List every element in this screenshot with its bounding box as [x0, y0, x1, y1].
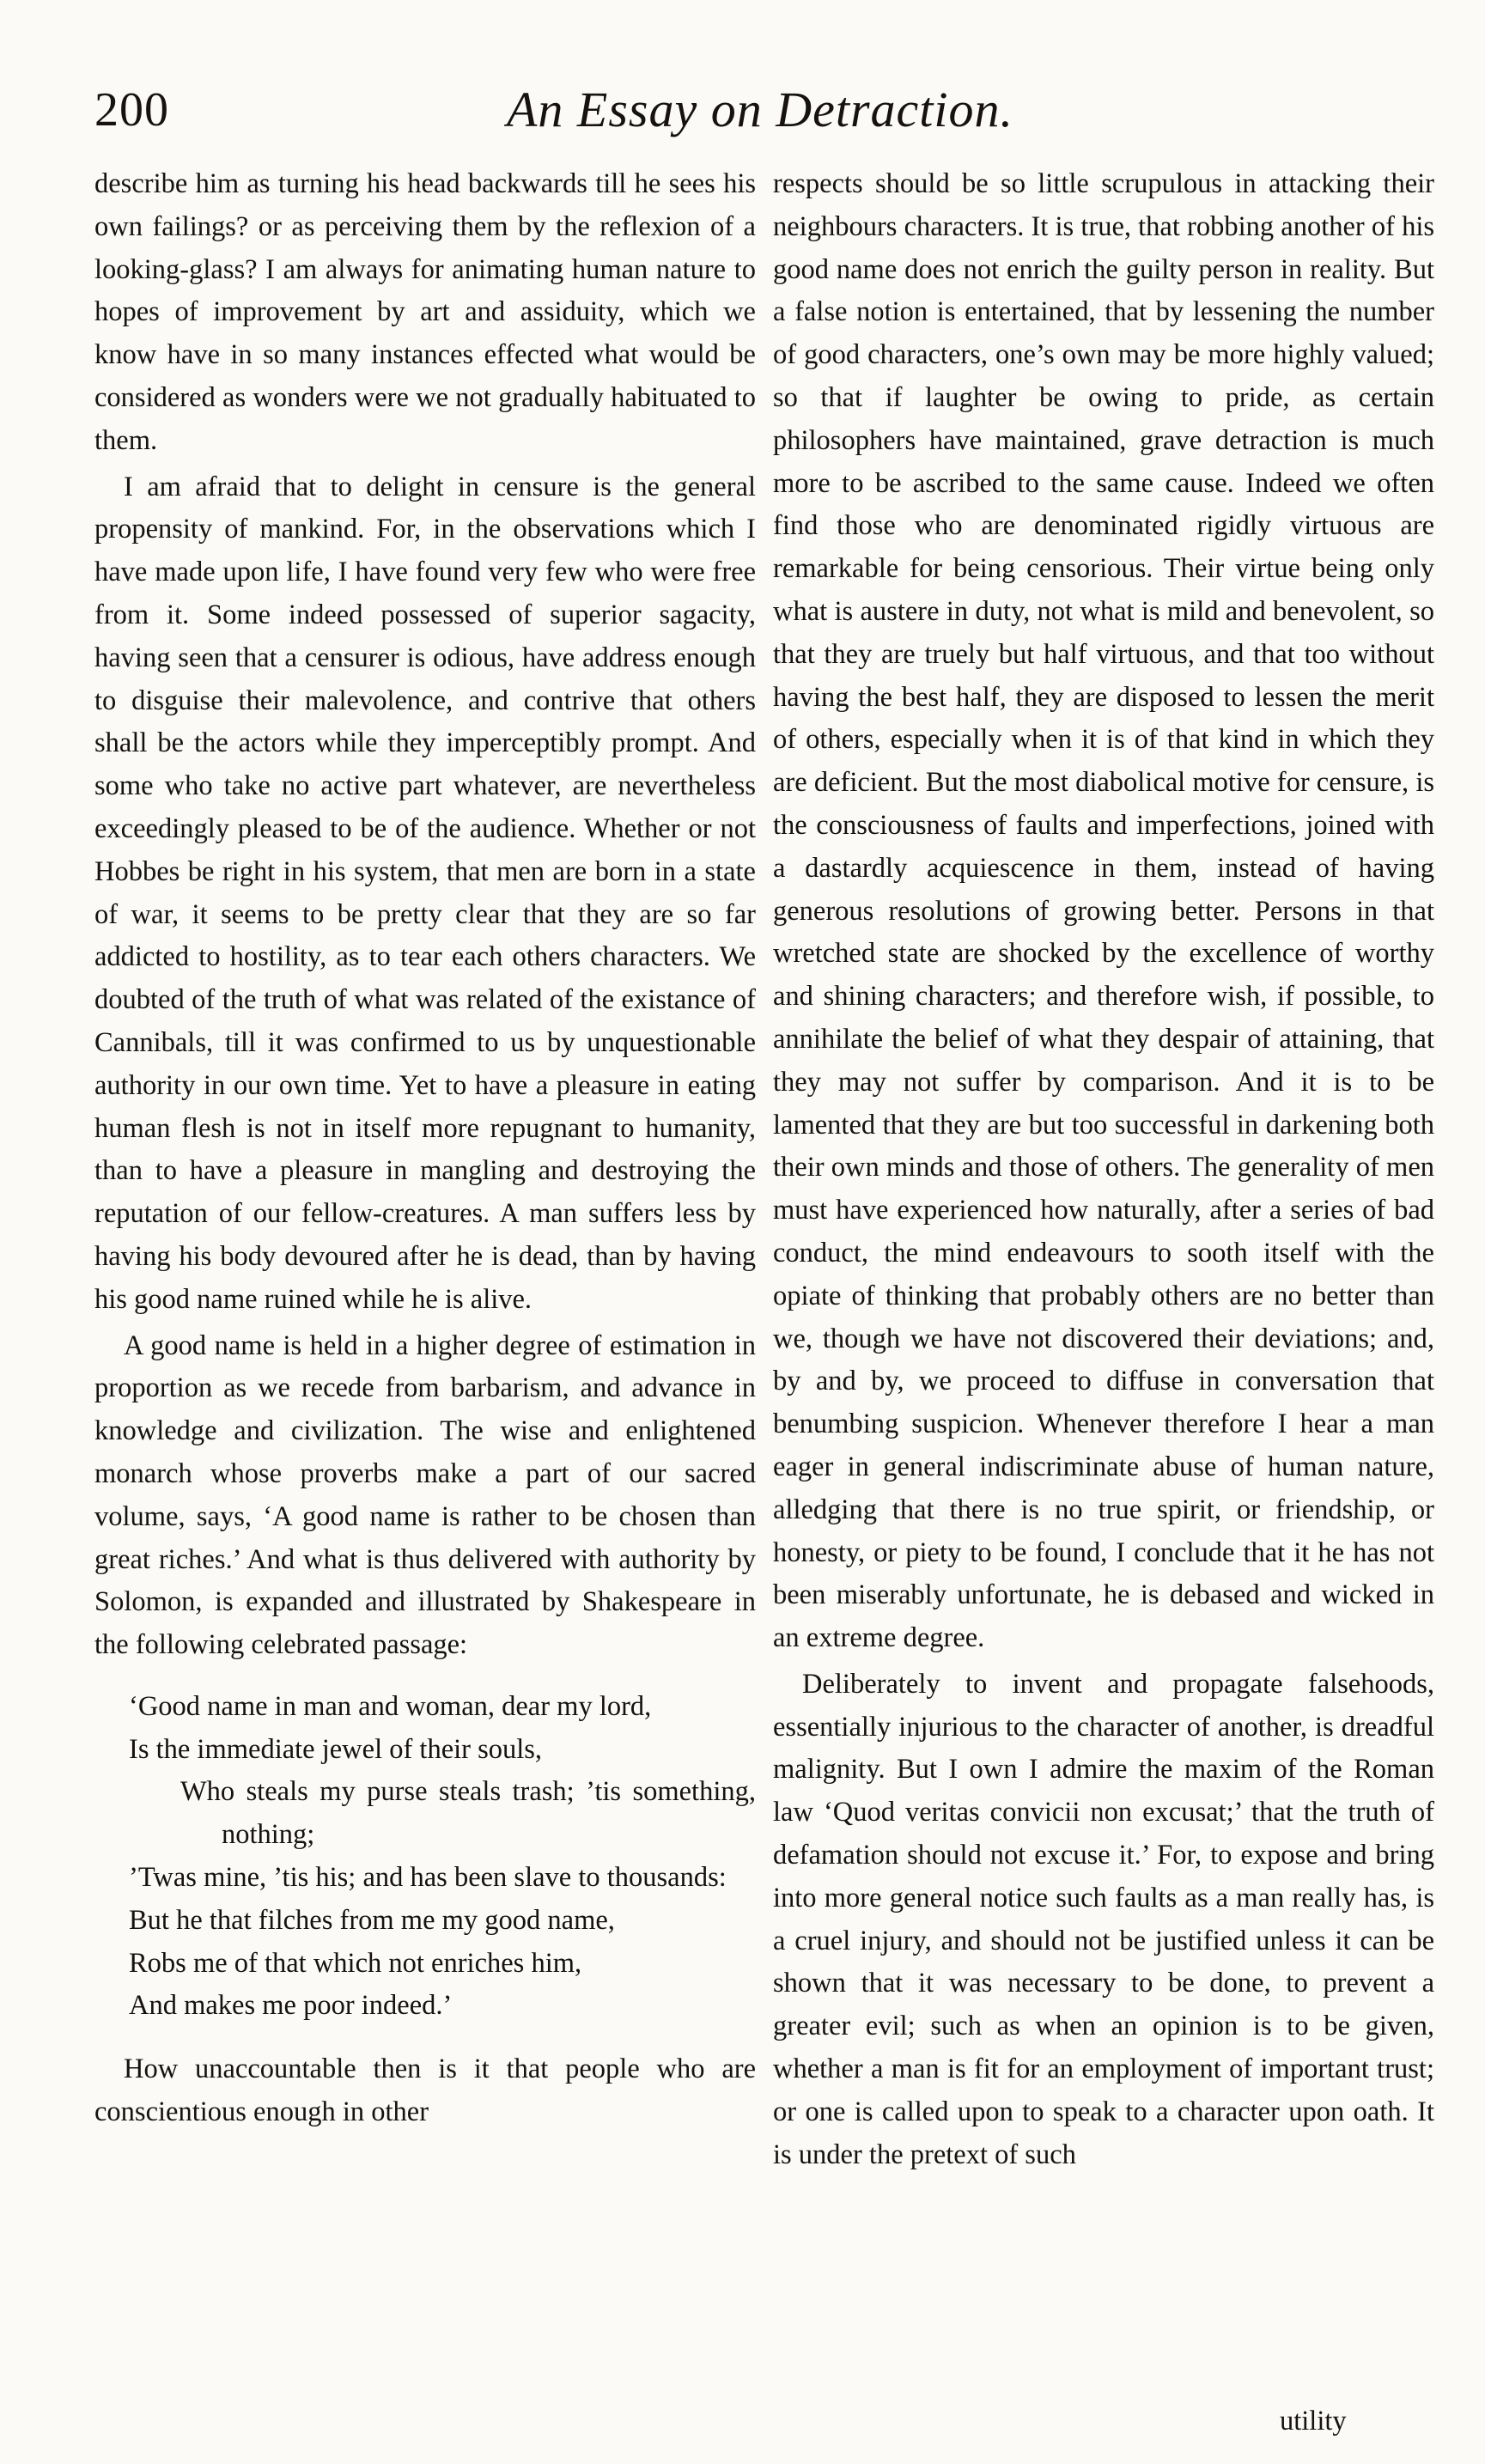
- verse-line: And makes me poor indeed.’: [129, 1990, 453, 2022]
- page-number: 200: [94, 83, 169, 137]
- verse-line: Robs me of that which not enriches him,: [129, 1947, 582, 1979]
- paragraph: How unaccountable then is it that people who are conscientious enough in other: [94, 2053, 756, 2128]
- right-column: [773, 163, 1434, 2176]
- verse-quotation: [129, 1686, 756, 2028]
- running-title: An Essay on Detraction.: [507, 82, 1014, 137]
- verse-line: ’Twas mine, ’tis his; and has been slave to thousands:: [129, 1862, 727, 1894]
- verse-line: But he that filches from me my good name,: [129, 1904, 615, 1936]
- page-header: [94, 76, 1387, 153]
- catchword: utility: [1280, 2406, 1347, 2437]
- paragraph: Deliberately to invent and propagate falsehoods, essentially injurious to the character of another, is dreadful malignity. But I own I admire the maxim of the Roman law ‘Quod veritas convicii non excusat;’ that the truth of defamation should not excuse it.’ For, to expose and bring into more general notice such faults as a man really has, is a cruel injury, and should not be justified unless it can be shown that it was necessary to be done, to prevent a greater evil; such as when an opinion is to be given, whether a man is fit for an employment of important trust; or one is called upon to speak to a character upon oath. It is under the pretext of such: [773, 1668, 1434, 2170]
- paragraph: describe him as turning his head backwards till he sees his own failings? or as perceiving them by the reflexion of a looking-glass? I am always for animating human nature to hopes of improvement by art and assiduity, which we know have in so many instances effected what would be considered as wonders were we not gradually habituated to them.: [94, 168, 756, 456]
- paragraph: I am afraid that to delight in censure is the general propensity of mankind. For, in the observations which I have made upon life, I have found very few who were free from it. Some indeed possessed of superior sagacity, having seen that a censurer is odious, have address enough to disguise their malevolence, and contrive that others shall be the actors while they imperceptibly prompt. And some who take no active part whatever, are nevertheless exceedingly pleased to be of the audience. Whether or not Hobbes be right in his system, that men are born in a state of war, it seems to be pretty clear that they are so far addicted to hostility, as to tear each others characters. We doubted of the truth of what was related of the existance of Cannibals, till it was confirmed to us by unquestionable authority in our own time. Yet to have a pleasure in eating human flesh is not in itself more repugnant to humanity, than to have a pleasure in mangling and destroying the reputation of our fellow-creatures. A man suffers less by having his body devoured after he is dead, than by having his good name ruined while he is alive.: [94, 471, 756, 1315]
- verse-line: ‘Good name in man and woman, dear my lord,: [129, 1690, 652, 1722]
- left-column: [94, 163, 756, 2134]
- verse-line: Who steals my purse steals trash; ’tis something, nothing;: [180, 1776, 756, 1851]
- verse-line: Is the immediate jewel of their souls,: [129, 1733, 543, 1765]
- paragraph: respects should be so little scrupulous in attacking their neighbours characters. It is true, that robbing another of his good name does not enrich the guilty person in reality. But a false notion is entertained, that by lessening the number of good characters, one’s own may be more highly valued; so that if laughter be owing to pride, as certain philosophers have maintained, grave detraction is much more to be ascribed to the same cause. Indeed we often find those who are denominated rigidly virtuous are remarkable for being censorious. Their virtue being only what is austere in duty, not what is mild and benevolent, so that they are truely but half virtuous, and that too without having the best half, they are disposed to lessen the merit of others, especially when it is of that kind in which they are deficient. But the most diabolical motive for censure, is the consciousness of faults and imperfections, joined with a dastardly acquiescence in them, instead of having generous resolutions of growing better. Persons in that wretched state are shocked by the excellence of worthy and shining characters; and therefore wish, if possible, to annihilate the belief of what they despair of attaining, that they may not suffer by comparison. And it is to be lamented that they are but too successful in darkening both their own minds and those of others. The generality of men must have experienced how naturally, after a series of bad conduct, the mind endeavours to sooth itself with the opiate of thinking that probably others are no better than we, though we have not discovered their deviations; and, by and by, we proceed to diffuse in conversation that benumbing suspicion. Whenever therefore I hear a man eager in general indiscriminate abuse of human nature, alledging that there is no true spirit, or friendship, or honesty, or piety to be found, I conclude that it he has not been miserably unfortunate, he is debased and wicked in an extreme degree.: [773, 168, 1434, 1654]
- paragraph: A good name is held in a higher degree of estimation in proportion as we recede from barbarism, and advance in knowledge and civilization. The wise and enlightened monarch whose proverbs make a part of our sacred volume, says, ‘A good name is rather to be chosen than great riches.’ And what is thus delivered with authority by Solomon, is expanded and illustrated by Shakespeare in the following celebrated passage:: [94, 1329, 756, 1661]
